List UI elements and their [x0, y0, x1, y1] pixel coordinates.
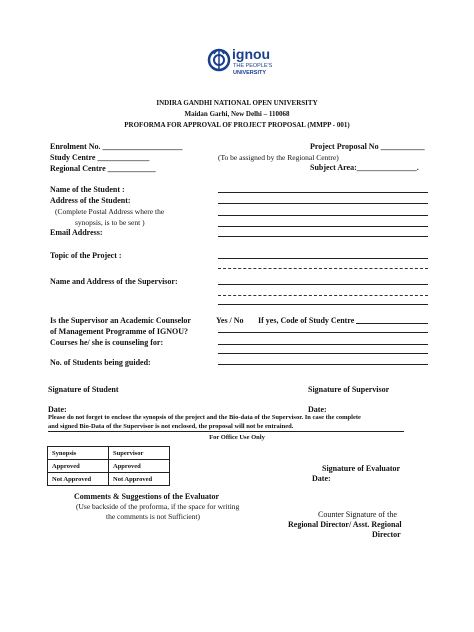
supervisor-line-3[interactable] — [218, 304, 428, 305]
student-signature-label: Signature of Student — [48, 385, 119, 394]
address-line-3[interactable] — [218, 226, 428, 227]
counselor-line[interactable] — [218, 332, 428, 333]
university-name: INDIRA GANDHI NATIONAL OPEN UNIVERSITY — [156, 99, 318, 107]
student-name-label: Name of the Student : — [50, 185, 125, 194]
supervisor-signature-label: Signature of Supervisor — [308, 385, 390, 394]
university-address: Maidan Garhi, New Delhi – 110068 — [184, 110, 290, 118]
comments-note-line1: (Use backside of the proforma, if the space for writing — [76, 502, 240, 511]
project-proposal-field[interactable]: Project Proposal No ___________ — [310, 142, 425, 151]
email-line[interactable] — [218, 236, 428, 237]
assigned-note: (To be assigned by the Regional Centre) — [218, 153, 339, 162]
address-line-1[interactable] — [218, 203, 428, 204]
supervisor-approved[interactable]: Approved — [109, 460, 170, 473]
address-line-2[interactable] — [218, 215, 428, 216]
address-note-line1: (Complete Postal Address where the — [55, 207, 165, 216]
regional-centre-field[interactable]: Regional Centre ____________ — [50, 164, 156, 173]
logo-name: ignou — [232, 46, 271, 62]
synopsis-header: Synopsis — [48, 447, 109, 460]
supervisor-not-approved[interactable]: Not Approved — [109, 473, 170, 486]
student-date-label: Date: — [48, 405, 67, 414]
office-use-title: For Office Use Only — [209, 434, 265, 441]
student-name-line[interactable] — [218, 192, 428, 193]
counselor-question-line2: of Management Programme of IGNOU? — [50, 327, 189, 336]
courses-label: Courses he/ she is counseling for: — [50, 338, 164, 347]
regional-director-label: Regional Director/ Asst. Regional — [288, 520, 402, 529]
supervisor-line-1[interactable] — [218, 284, 428, 285]
num-students-label: No. of Students being guided: — [50, 358, 151, 367]
topic-line-2[interactable] — [218, 268, 428, 269]
director-label: Director — [372, 530, 401, 539]
subject-area-field[interactable]: Subject Area:_______________. — [310, 163, 419, 172]
proforma-title: PROFORMA FOR APPROVAL OF PROJECT PROPOSAL (MMPP - 001) — [124, 121, 350, 129]
evaluator-date-label: Date: — [312, 474, 331, 483]
synopsis-not-approved[interactable]: Not Approved — [48, 473, 109, 486]
office-use-table — [47, 446, 170, 486]
courses-line-2[interactable] — [218, 353, 428, 354]
comments-title: Comments & Suggestions of the Evaluator — [74, 492, 220, 501]
comments-note-line2: the comments is not Sufficient) — [106, 512, 201, 521]
table-row — [48, 447, 170, 460]
logo-tagline-university: UNIVERSITY — [233, 70, 267, 76]
email-label: Email Address: — [50, 228, 103, 237]
supervisor-header: Supervisor — [109, 447, 170, 460]
study-centre-code-label: If yes, Code of Study Centre — [258, 316, 355, 325]
supervisor-line-2[interactable] — [218, 295, 428, 296]
evaluator-signature-label: Signature of Evaluator — [322, 464, 401, 473]
logo-tagline: THE PEOPLE'S — [233, 63, 273, 69]
student-address-label: Address of the Student: — [50, 196, 131, 205]
enrolment-field[interactable]: Enrolment No. ____________________ — [50, 142, 183, 151]
topic-label: Topic of the Project : — [50, 251, 122, 260]
synopsis-approved[interactable]: Approved — [48, 460, 109, 473]
yes-no-option[interactable]: Yes / No — [216, 316, 244, 325]
counselor-question-line1: Is the Supervisor an Academic Counselor — [50, 316, 191, 325]
counter-signature-label: Counter Signature of the — [318, 510, 397, 519]
courses-line-1[interactable] — [218, 344, 428, 345]
topic-line-1[interactable] — [218, 258, 428, 259]
study-centre-code-line[interactable] — [356, 323, 428, 324]
supervisor-date-label: Date: — [308, 405, 327, 414]
supervisor-label: Name and Address of the Supervisor: — [50, 277, 178, 286]
address-note-line2: synopsis, is to be sent ) — [75, 218, 145, 227]
ignou-logo — [207, 44, 277, 94]
table-row — [48, 460, 170, 473]
table-row — [48, 473, 170, 486]
note-line1: Please do not forget to enclose the synopsis of the project and the Bio-data of the Supervisor. In case the complete — [48, 414, 361, 421]
num-students-line[interactable] — [218, 364, 428, 365]
note-line2: and signed Bio-Data of the Supervisor is not enclosed, the proposal will not be entrained. — [48, 423, 294, 430]
note-underline — [48, 431, 404, 432]
study-centre-field[interactable]: Study Centre _____________ — [50, 153, 150, 162]
